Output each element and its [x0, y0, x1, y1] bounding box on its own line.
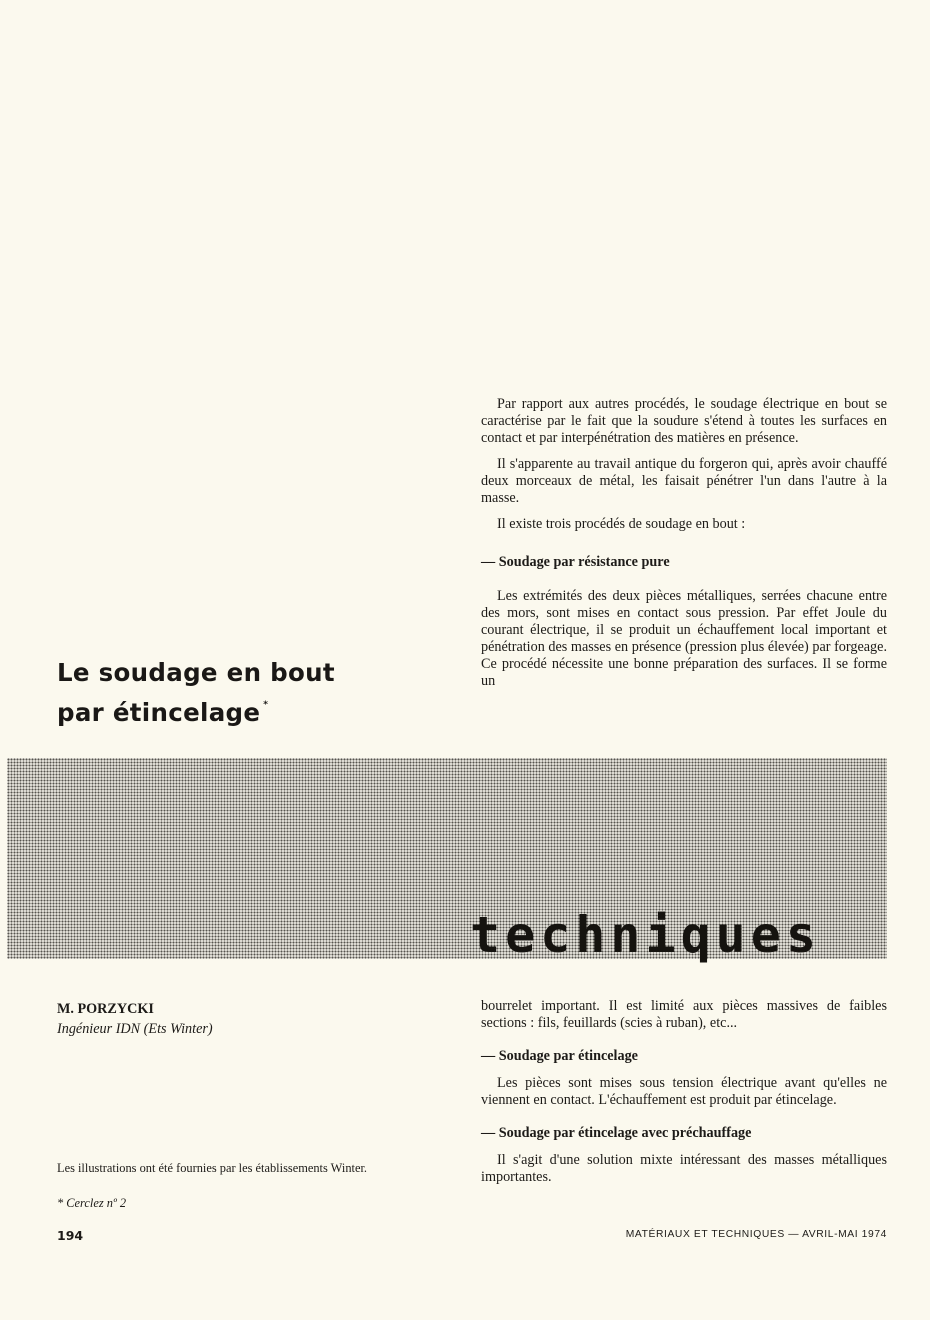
continuation-column [481, 998, 887, 1196]
title-line-1: Le soudage en bout [57, 658, 335, 687]
section-body-flash: Les pièces sont mises sous tension électrique avant qu'elles ne viennent en contact. L'échauffement est produit par étincelage. [481, 1075, 887, 1108]
author-name: M. PORZYCKI [57, 1001, 154, 1017]
halftone-banner [7, 758, 887, 964]
section-heading-resistance: — Soudage par résistance pure [481, 554, 670, 570]
title-asterisk: * [263, 700, 269, 710]
footnote: * Cerclez nº 2 [57, 1196, 127, 1210]
article-title [57, 657, 397, 729]
title-line-2-text: par étincelage [57, 698, 261, 727]
intro-column [481, 396, 887, 699]
section-heading-flash: — Soudage par étincelage [481, 1048, 638, 1064]
author-role: Ingénieur IDN (Ets Winter) [57, 1021, 213, 1037]
illustration-credits: Les illustrations ont été fournies par les établissements Winter. [57, 1161, 368, 1175]
section-body-resistance: Les extrémités des deux pièces métalliques, serrées chacune entre des mors, sont mises en contact sous pression. Par effet Joule du courant électrique, il se produit un échauffement local important et pénétration des masses en présence (pression plus élevée) par forgeage. Ce procédé nécessite une bonne préparation des surfaces. Il se forme un [481, 588, 887, 689]
title-line-2 [57, 689, 397, 729]
intro-paragraph-1: Par rapport aux autres procédés, le soudage électrique en bout se caractérise par le fait que la soudure s'étend à toutes les surfaces en contact et par interpénétration des matières en présence. [481, 396, 887, 446]
page-number: 194 [57, 1228, 84, 1243]
section-body-resistance-continued: bourrelet important. Il est limité aux pièces massives de faibles sections : fils, feuillards (scies à ruban), etc... [481, 998, 887, 1031]
author-block [57, 999, 437, 1039]
section-body-preheat: Il s'agit d'une solution mixte intéressant des masses métalliques importantes. [481, 1152, 887, 1185]
section-heading-preheat: — Soudage par étincelage avec préchauffage [481, 1125, 752, 1141]
section-label: techniques [469, 906, 821, 964]
intro-paragraph-2: Il s'apparente au travail antique du forgeron qui, après avoir chauffé deux morceaux de métal, les faisait pénétrer l'un dans l'autre à la masse. [481, 456, 887, 506]
running-footer: MATÉRIAUX ET TECHNIQUES — AVRIL-MAI 1974 [625, 1229, 887, 1240]
intro-paragraph-3: Il existe trois procédés de soudage en bout : [497, 516, 746, 532]
spacer [481, 542, 887, 554]
